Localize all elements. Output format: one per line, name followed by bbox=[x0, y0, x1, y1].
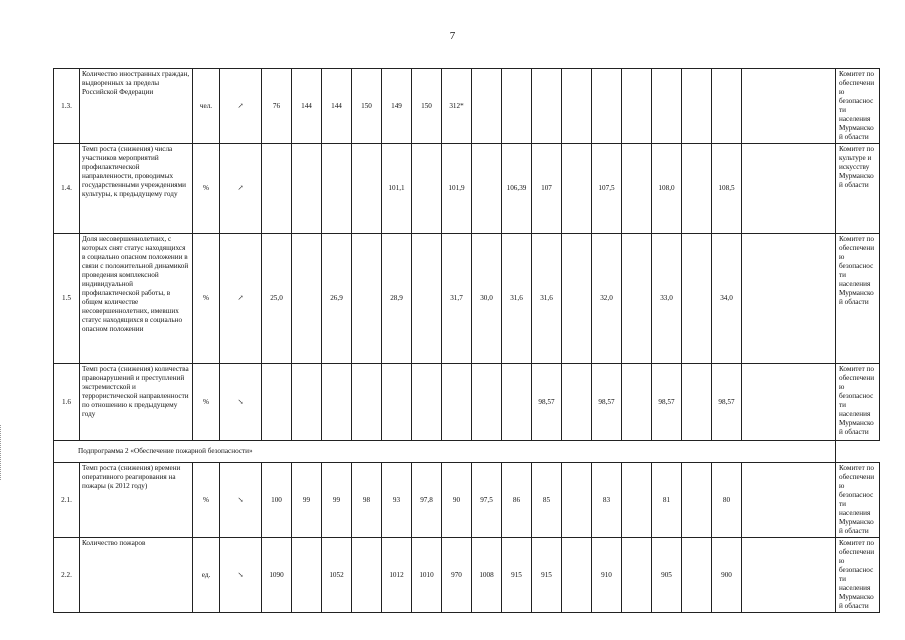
value-cell: 106,39 bbox=[502, 144, 532, 234]
unit-cell: % bbox=[193, 364, 220, 441]
responsible-cell: Комитет по обеспечению безопасности населения Мурманской области bbox=[836, 234, 880, 364]
responsible-cell: Комитет по обеспечению безопасности населения Мурманской области bbox=[836, 463, 880, 538]
value-cell bbox=[352, 364, 382, 441]
value-cell: 1090 bbox=[262, 538, 292, 613]
table-row bbox=[54, 69, 880, 144]
responsible-cell: Комитет по обеспечению безопасности населения Мурманской области bbox=[836, 538, 880, 613]
value-cell bbox=[682, 69, 712, 144]
value-cell bbox=[352, 538, 382, 613]
value-cell bbox=[322, 364, 352, 441]
value-cell bbox=[562, 234, 592, 364]
value-cell: 144 bbox=[322, 69, 352, 144]
value-cell bbox=[472, 69, 502, 144]
table-row bbox=[54, 144, 880, 234]
unit-cell: чел. bbox=[193, 69, 220, 144]
value-cell: 28,9 bbox=[382, 234, 412, 364]
value-cell bbox=[622, 364, 652, 441]
value-cell: 83 bbox=[592, 463, 622, 538]
value-cell: 76 bbox=[262, 69, 292, 144]
value-cell: 1052 bbox=[322, 538, 352, 613]
value-cell: 85 bbox=[532, 463, 562, 538]
value-cell: 93 bbox=[382, 463, 412, 538]
value-cell bbox=[352, 144, 382, 234]
trend-arrow: ↗ bbox=[220, 234, 262, 364]
value-cell: 101,9 bbox=[442, 144, 472, 234]
value-cell: 99 bbox=[322, 463, 352, 538]
value-cell: 25,0 bbox=[262, 234, 292, 364]
value-cell: 86 bbox=[502, 463, 532, 538]
value-cell: 107,5 bbox=[592, 144, 622, 234]
value-cell bbox=[562, 144, 592, 234]
value-cell: 31,7 bbox=[442, 234, 472, 364]
value-cell bbox=[682, 234, 712, 364]
row-number: 1.3. bbox=[54, 69, 80, 144]
value-cell: 900 bbox=[712, 538, 742, 613]
value-cell bbox=[712, 69, 742, 144]
page-number: 7 bbox=[449, 30, 456, 42]
responsible-cell: Комитет по обеспечению безопасности населения Мурманской области bbox=[836, 69, 880, 144]
value-cell bbox=[562, 463, 592, 538]
value-cell: 101,1 bbox=[382, 144, 412, 234]
value-cell bbox=[502, 69, 532, 144]
value-cell bbox=[742, 234, 836, 364]
value-cell bbox=[592, 69, 622, 144]
row-number: 2.1. bbox=[54, 463, 80, 538]
value-cell: 33,0 bbox=[652, 234, 682, 364]
value-cell bbox=[442, 364, 472, 441]
value-cell bbox=[742, 364, 836, 441]
value-cell bbox=[292, 538, 322, 613]
value-cell: 107 bbox=[532, 144, 562, 234]
trend-arrow: ↗ bbox=[220, 69, 262, 144]
trend-arrow: ↘ bbox=[220, 364, 262, 441]
table-row bbox=[54, 463, 880, 538]
value-cell: 97,8 bbox=[412, 463, 442, 538]
value-cell: 98,57 bbox=[652, 364, 682, 441]
row-number: 1.4. bbox=[54, 144, 80, 234]
value-cell: 144 bbox=[292, 69, 322, 144]
value-cell bbox=[292, 364, 322, 441]
indicator-name: Темп роста (снижения) количества правонарушений и преступлений экстремистской и террористической направленности по отношению к предыдущему году bbox=[80, 364, 193, 441]
row-number: 1.6 bbox=[54, 364, 80, 441]
value-cell: 99 bbox=[292, 463, 322, 538]
value-cell bbox=[472, 364, 502, 441]
value-cell: 34,0 bbox=[712, 234, 742, 364]
responsible-cell: Комитет по обеспечению безопасности населения Мурманской области bbox=[836, 364, 880, 441]
value-cell bbox=[562, 69, 592, 144]
value-cell: 98,57 bbox=[532, 364, 562, 441]
value-cell bbox=[742, 144, 836, 234]
subprogram-row bbox=[54, 441, 880, 463]
trend-arrow: ↘ bbox=[220, 538, 262, 613]
value-cell: 915 bbox=[532, 538, 562, 613]
value-cell: 32,0 bbox=[592, 234, 622, 364]
value-cell bbox=[682, 463, 712, 538]
trend-arrow: ↘ bbox=[220, 463, 262, 538]
value-cell: 108,5 bbox=[712, 144, 742, 234]
value-cell: 26,9 bbox=[322, 234, 352, 364]
value-cell: 312* bbox=[442, 69, 472, 144]
value-cell: 150 bbox=[352, 69, 382, 144]
value-cell bbox=[622, 538, 652, 613]
value-cell: 100 bbox=[262, 463, 292, 538]
value-cell: 1012 bbox=[382, 538, 412, 613]
value-cell bbox=[622, 69, 652, 144]
value-cell bbox=[352, 234, 382, 364]
value-cell: 98,57 bbox=[712, 364, 742, 441]
indicators-table bbox=[53, 68, 880, 613]
value-cell bbox=[412, 364, 442, 441]
value-cell: 80 bbox=[712, 463, 742, 538]
row-number: 1.5 bbox=[54, 234, 80, 364]
indicator-name: Количество иностранных граждан, выдворенных за пределы Российской Федерации bbox=[80, 69, 193, 144]
value-cell: 150 bbox=[412, 69, 442, 144]
value-cell bbox=[502, 364, 532, 441]
unit-cell: % bbox=[193, 234, 220, 364]
value-cell: 81 bbox=[652, 463, 682, 538]
indicator-name: Количество пожаров bbox=[80, 538, 193, 613]
value-cell bbox=[532, 69, 562, 144]
value-cell bbox=[652, 69, 682, 144]
value-cell bbox=[682, 364, 712, 441]
unit-cell: % bbox=[193, 144, 220, 234]
value-cell bbox=[622, 463, 652, 538]
indicator-name: Темп роста (снижения) числа участников мероприятий профилактической направленности, проводимых государственными учреждениями культуры, к предыдущему году bbox=[80, 144, 193, 234]
value-cell: 905 bbox=[652, 538, 682, 613]
value-cell: 31,6 bbox=[532, 234, 562, 364]
value-cell: 31,6 bbox=[502, 234, 532, 364]
value-cell: 108,0 bbox=[652, 144, 682, 234]
value-cell: 910 bbox=[592, 538, 622, 613]
value-cell bbox=[292, 144, 322, 234]
table-row bbox=[54, 364, 880, 441]
value-cell bbox=[262, 364, 292, 441]
value-cell bbox=[682, 538, 712, 613]
value-cell: 970 bbox=[442, 538, 472, 613]
value-cell bbox=[622, 144, 652, 234]
unit-cell: % bbox=[193, 463, 220, 538]
value-cell bbox=[412, 144, 442, 234]
table-row bbox=[54, 234, 880, 364]
value-cell bbox=[742, 463, 836, 538]
value-cell: 149 bbox=[382, 69, 412, 144]
value-cell bbox=[562, 538, 592, 613]
value-cell bbox=[562, 364, 592, 441]
value-cell bbox=[472, 144, 502, 234]
value-cell: 1010 bbox=[412, 538, 442, 613]
value-cell: 1008 bbox=[472, 538, 502, 613]
value-cell: 98,57 bbox=[592, 364, 622, 441]
edge-mark bbox=[0, 425, 2, 480]
trend-arrow: ↗ bbox=[220, 144, 262, 234]
responsible-cell: Комитет по культуре и искусству Мурманской области bbox=[836, 144, 880, 234]
indicator-name: Темп роста (снижения) времени оперативного реагирования на пожары (к 2012 году) bbox=[80, 463, 193, 538]
row-number: 2.2. bbox=[54, 538, 80, 613]
value-cell: 915 bbox=[502, 538, 532, 613]
value-cell: 30,0 bbox=[472, 234, 502, 364]
table-row bbox=[54, 538, 880, 613]
value-cell bbox=[742, 538, 836, 613]
value-cell bbox=[292, 234, 322, 364]
value-cell: 98 bbox=[352, 463, 382, 538]
value-cell bbox=[322, 144, 352, 234]
value-cell bbox=[412, 234, 442, 364]
subprogram-title: Подпрограмма 2 «Обеспечение пожарной безопасности» bbox=[54, 441, 836, 463]
value-cell bbox=[682, 144, 712, 234]
indicator-name: Доля несовершеннолетних, с которых снят статус находящихся в социально опасном положении в связи с положительной динамикой проведения комплексной индивидуальной профилактической работы, в общем количестве несовершеннолетних, имевших статус находящихся в социально опасном положении bbox=[80, 234, 193, 364]
unit-cell: ед. bbox=[193, 538, 220, 613]
value-cell bbox=[262, 144, 292, 234]
value-cell bbox=[382, 364, 412, 441]
value-cell bbox=[742, 69, 836, 144]
value-cell bbox=[622, 234, 652, 364]
value-cell: 97,5 bbox=[472, 463, 502, 538]
value-cell: 90 bbox=[442, 463, 472, 538]
